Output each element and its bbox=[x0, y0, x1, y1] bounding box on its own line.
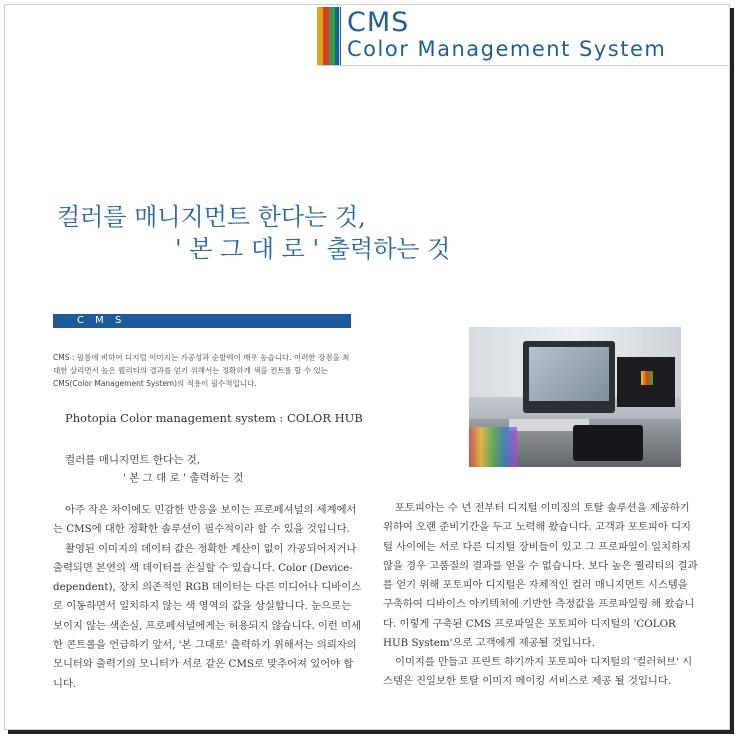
subtitle-line1: 컬러를 매니지먼트 한다는 것, bbox=[65, 454, 201, 466]
subtitle-line2: ' 본 그 대 로 ' 출력하는 것 bbox=[123, 472, 244, 484]
photo-screen bbox=[529, 347, 609, 401]
headline-line1: 컬러를 매니지먼트 한다는 것, bbox=[57, 203, 366, 231]
left-column bbox=[53, 501, 363, 694]
hub-title: Photopia Color management system : COLOR HUB bbox=[65, 411, 363, 425]
workstation-photo bbox=[469, 327, 681, 467]
header-rule bbox=[317, 65, 730, 66]
document-page bbox=[4, 4, 730, 730]
headline bbox=[57, 201, 450, 265]
section-bar: C M S bbox=[53, 314, 351, 328]
left-paragraph: 촬영된 이미지의 데이터 값은 정확한 계산이 없이 가공되어지거나 출력되면 본연의 색 데이터를 손실할 수 있습니다. Color (Device-dependent), 장치 의존적인 RGB 데이터는 다른 미디어나 디바이스로 이동하면서 일치하지 않는 색 영역의 값을 상실합니다. 눈으로는 보이지 않는 색손실, 프로페셔널에게는 허용되지 않습니다. 이런 미세한 콘트롤을 언급하기 앞서, '본 그대로' 출력하기 위해서는 의뢰자의 모니터와 출력기의 모니터가 서로 같은 CMS로 맞추어져 있어야 합니다. bbox=[53, 542, 362, 690]
photo-color-swatch bbox=[641, 371, 653, 385]
color-stripes bbox=[317, 7, 341, 65]
subtitle bbox=[65, 451, 243, 487]
photo-lcd bbox=[617, 357, 675, 407]
photo-device bbox=[573, 425, 643, 461]
header-title: Color Management System bbox=[347, 37, 667, 61]
photo-monitor bbox=[523, 341, 615, 413]
right-paragraph: 포토피아는 수 년 전부터 디지털 이미징의 토탈 솔루션을 제공하기 위하여 오랜 준비기간을 두고 노력해 왔습니다. 고객과 포토피아 디지털 사이에는 서로 다른 디지털 장비들이 있고 그 프로파일이 일치하지 않을 경우 고품질의 결과를 얻을 수 없습니다. 보다 높은 퀄리티의 결과를 얻기 위해 포토피아 디지털은 자체적인 컬러 매니지먼트 시스템을 구축하여 디바이스 아키텍처에 기반한 측정값을 프로파일링 해 왔습니다. 이렇게 구축된 CMS 프로파일은 포토피아 디지털의 'COLOR HUB System'으로 고객에게 제공될 것입니다. bbox=[383, 502, 698, 650]
photo-color-chart bbox=[469, 427, 517, 467]
headline-line2: ' 본 그 대 로 ' 출력하는 것 bbox=[175, 235, 451, 263]
header-abbr: CMS bbox=[347, 7, 410, 38]
right-column bbox=[383, 499, 699, 653]
left-paragraph: 아주 작은 차이에도 민감한 반응을 보이는 프로페셔널의 세계에서는 CMS에 대한 정확한 솔루션이 필수적이라 할 수 있을 것입니다. bbox=[53, 504, 357, 536]
description: CMS : 필름에 비하여 디지털 이미지는 가공성과 순발력이 매우 높습니다. 이러한 장점을 최대한 살리면서 높은 퀄리티의 결과를 얻기 위해서는 정확하게 색을 컨트롤 할 수 있는 CMS(Color Management System)의 적용이 필수적입니다. bbox=[53, 353, 350, 388]
right-column-closing bbox=[383, 653, 699, 692]
right-paragraph: 이미지를 만들고 프린트 하기까지 포토피아 디지털의 '컬러허브' 시스템은 진일보한 토탈 이미지 메이킹 서비스로 제공 될 것입니다. bbox=[383, 656, 693, 688]
